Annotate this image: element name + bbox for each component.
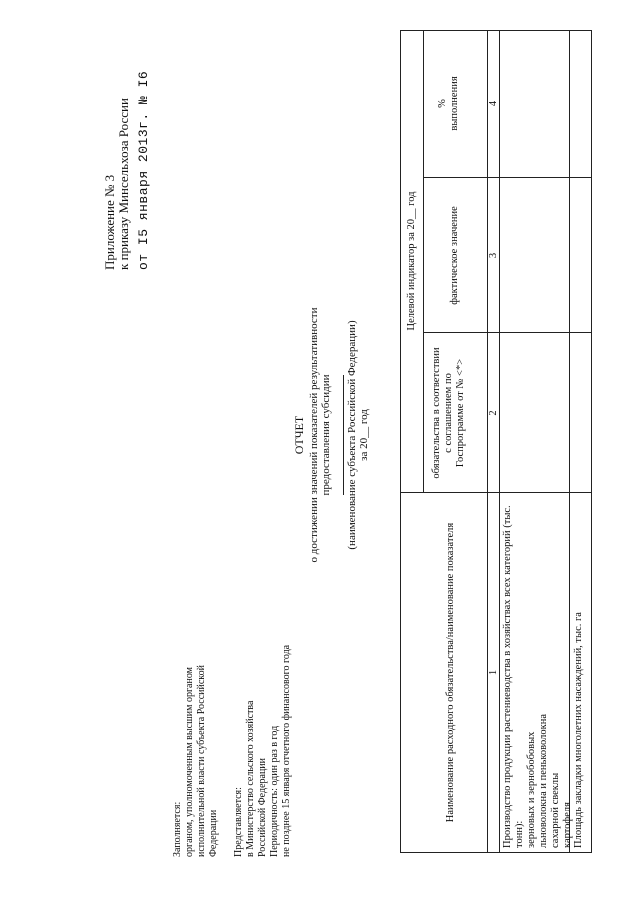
col1-header: Наименование расходного обязательства/наименование показателя: [445, 522, 456, 823]
subject-underline: [343, 375, 344, 495]
report-title: ОТЧЕТ: [292, 415, 306, 455]
col-number-2: 2: [488, 410, 499, 416]
row1-item-grain: зерновых и зернобобовых: [526, 731, 537, 848]
col4-header-label: выполнения: [449, 76, 460, 131]
appendix-header: [103, 10, 151, 270]
report-subtitle-2: предоставления субсидии: [320, 374, 332, 496]
row1-item-potato: картофеля: [562, 802, 573, 848]
subject-caption: (наименование субъекта Российской Федерации): [345, 320, 358, 550]
col-number-4: 4: [488, 100, 499, 107]
row1-item-flax: льноволокна и пеньковолокна: [538, 713, 549, 848]
periodicity-text: Периодичность: один раз в год: [269, 725, 280, 857]
col2-header: [431, 333, 467, 493]
row-crop-production: [502, 496, 574, 848]
filler-label: Заполняется:: [172, 801, 183, 857]
report-subtitle-1: о достижении значений показателей результативности: [307, 307, 320, 563]
group-header-divider: [423, 31, 424, 493]
filler-text-1: органом, уполномоченным высшим органом: [184, 667, 195, 857]
report-year: за 20__ год: [358, 409, 370, 461]
submit-text-1: в Министерство сельского хозяйства: [245, 700, 256, 857]
col2-header-line1: обязательства в соответствии: [431, 347, 442, 479]
appendix-order-ref: к приказу Минсельхоза России: [116, 98, 131, 270]
deadline-text: не позднее 15 января отчетного финансового года: [281, 644, 292, 857]
filler-info: [172, 607, 220, 857]
col4-header-percent: %: [437, 99, 448, 108]
col-number-3: 3: [488, 252, 499, 259]
col-number-1: 1: [488, 669, 499, 676]
submission-info: [233, 597, 293, 857]
row-perennial-plantings: Площадь закладки многолетних насаждений, тыс. га: [573, 612, 584, 848]
col2-header-line3: Госпрограмме от № <*>: [455, 358, 466, 468]
col2-header-line2: с соглашением по: [443, 373, 454, 453]
report-title-block: [293, 295, 371, 575]
submit-label: Представляется:: [233, 787, 244, 857]
filler-text-3: Федерации: [208, 809, 219, 857]
col3-header: фактическое значение: [449, 206, 460, 305]
row1-item-sugar-beet: сахарной свеклы: [550, 772, 561, 848]
submit-text-2: Российской Федерации: [257, 757, 268, 857]
col4-header: [437, 29, 461, 178]
indicator-table: [400, 30, 592, 853]
target-indicator-header: Целевой индикатор за 20__ год: [406, 191, 417, 331]
appendix-number: Приложение № 3: [102, 174, 117, 270]
appendix-order-date: от I5 января 2013г. № I6: [136, 70, 151, 270]
row1-title: Производство продукции растениеводства в хозяйствах всех категорий (тыс. тонн):: [502, 505, 525, 848]
filler-text-2: исполнительной власти субъекта Российской: [196, 664, 207, 857]
